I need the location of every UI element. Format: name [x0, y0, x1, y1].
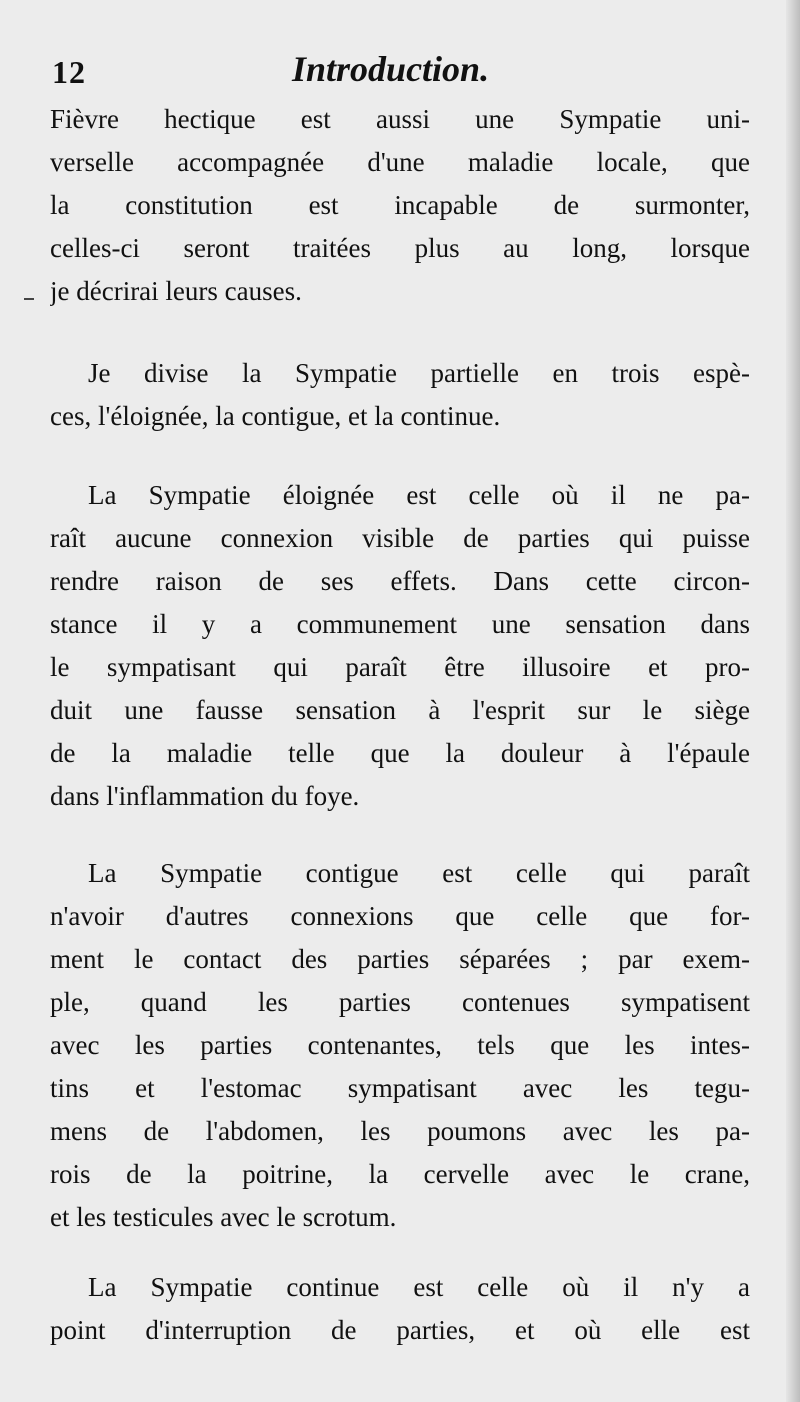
text-line: stance il y a communement une sensation dans	[50, 609, 750, 639]
text-line: rois de la poitrine, la cervelle avec le crane,	[50, 1159, 750, 1189]
text-line: dans l'inflammation du foye.	[50, 781, 360, 811]
text-line: verselle accompagnée d'une maladie locale, que	[50, 147, 750, 177]
text-line: ment le contact des parties séparées ; par exem-	[50, 944, 750, 974]
text-line: mens de l'abdomen, les poumons avec les pa-	[50, 1116, 750, 1146]
paragraph-5	[50, 1266, 750, 1352]
page-header	[52, 48, 752, 94]
page-edge-shadow	[786, 0, 800, 1402]
text-line: La Sympatie éloignée est celle où il ne pa-	[88, 480, 750, 510]
text-line: avec les parties contenantes, tels que les intes-	[50, 1030, 750, 1060]
text-line: celles-ci seront traitées plus au long, lorsque	[50, 233, 750, 263]
margin-mark	[24, 298, 34, 300]
text-line: La Sympatie contigue est celle qui paraît	[88, 858, 750, 888]
text-line: la constitution est incapable de surmonter,	[50, 190, 750, 220]
text-line: je décrirai leurs causes.	[50, 276, 302, 306]
text-line: le sympatisant qui paraît être illusoire et pro-	[50, 652, 750, 682]
paragraph-1	[50, 98, 750, 313]
text-line: ces, l'éloignée, la contigue, et la continue.	[50, 401, 501, 431]
text-line: ple, quand les parties contenues sympatisent	[50, 987, 750, 1017]
text-line: Fièvre hectique est aussi une Sympatie uni-	[50, 104, 750, 134]
text-line: n'avoir d'autres connexions que celle que for-	[50, 901, 750, 931]
text-line: La Sympatie continue est celle où il n'y a	[88, 1272, 750, 1302]
text-line: Je divise la Sympatie partielle en trois espè-	[88, 358, 750, 388]
text-line: point d'interruption de parties, et où elle est	[50, 1315, 750, 1345]
text-line: rendre raison de ses effets. Dans cette circon-	[50, 566, 750, 596]
text-line: de la maladie telle que la douleur à l'épaule	[50, 738, 750, 768]
text-line: raît aucune connexion visible de parties qui puisse	[50, 523, 750, 553]
text-line: et les testicules avec le scrotum.	[50, 1202, 397, 1232]
page-number: 12	[52, 54, 86, 90]
paragraph-4	[50, 852, 750, 1239]
running-title: Introduction.	[292, 49, 490, 89]
text-line: duit une fausse sensation à l'esprit sur le siège	[50, 695, 750, 725]
paragraph-2	[50, 352, 750, 438]
text-line: tins et l'estomac sympatisant avec les tegu-	[50, 1073, 750, 1103]
paragraph-3	[50, 474, 750, 818]
